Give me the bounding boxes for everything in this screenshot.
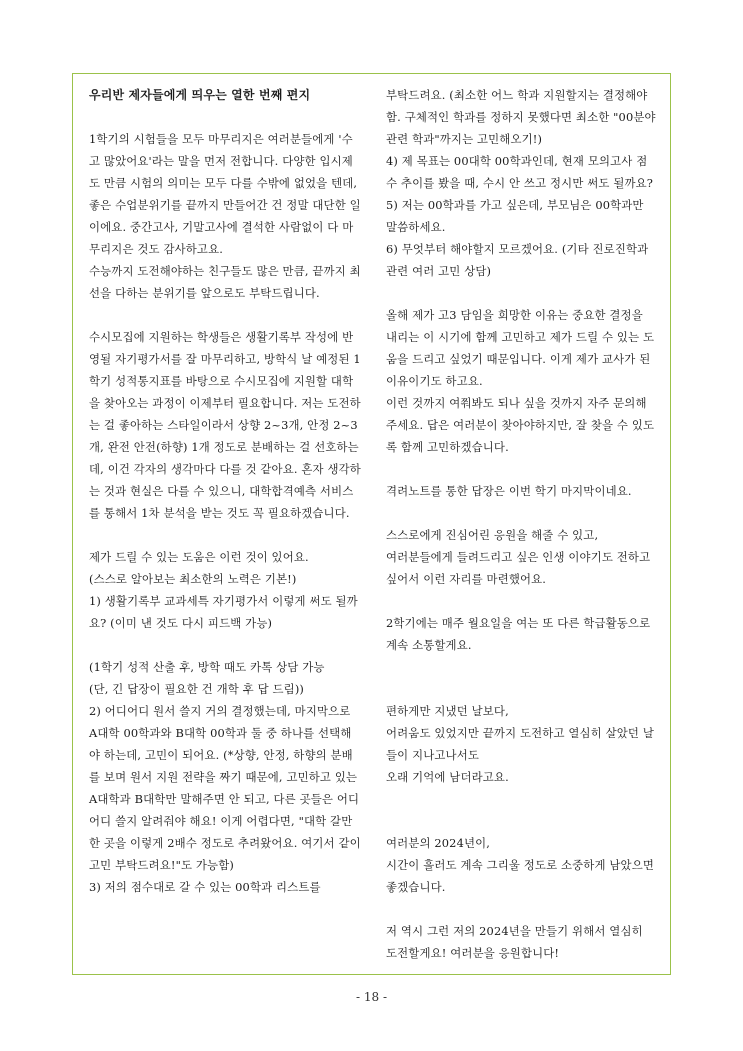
consult-note: (1학기 성적 산출 후, 방학 때도 카톡 상담 가능 xyxy=(89,660,325,674)
paragraph-reason: 올해 제가 고3 담임을 희망한 이유는 중요한 결정을 내리는 이 시기에 함께 고민하고 제가 드릴 수 있는 도움을 드리고 싶었기 때문입니다. 이게 제가 교사가 된 이유이기도 하고요. xyxy=(386,308,655,388)
help-note: (스스로 알아보는 최소한의 노력은 기본!) xyxy=(89,572,297,586)
help-item-2: 2) 어디어디 원서 쓸지 거의 결정했는데, 마지막으로 A대학 00학과와 B대학 00학과 둘 중 하나를 선택해야 하는데, 고민이 되어요. (*상향, 안정, 하향의 분배를 보며 원서 지원 전략을 짜기 때문에, 고민하고 있는 A대학과 B대학만 말해주면 안 되고, 다른 곳들은 어디어디 쓸지 알려줘야 해요! 이게 어렵다면, "대학 갈만한 곳을 이렇게 2배수 정도로 추려왔어요. 여기서 같이 고민 부탁드려요!"도 가능함) xyxy=(89,704,361,872)
paragraph-second-semester: 2학기에는 매주 월요일을 여는 또 다른 학급활동으로 계속 소통할게요. xyxy=(386,616,651,652)
help-item-1: 1) 생활기록부 교과세특 자기평가서 이렇게 써도 될까요? (이미 낸 것도 다시 피드백 가능) xyxy=(89,594,358,630)
paragraph-cheer-2: 여러분들에게 들려드리고 싶은 인생 이야기도 전하고 싶어서 이런 자리를 마련했어요. xyxy=(386,550,651,586)
closing-paragraph: 저 역시 그런 저의 2024년을 만들기 위해서 열심히 도전할게요! 여러분을 응원합니다! xyxy=(386,924,643,960)
help-item-5: 5) 저는 00학과를 가고 싶은데, 부모님은 00학과만 말씀하세요. xyxy=(386,198,644,234)
paragraph-last-note: 격려노트를 통한 답장은 이번 학기 마지막이네요. xyxy=(386,484,632,498)
left-column xyxy=(89,84,361,898)
help-item-4: 4) 제 목표는 00대학 00학과인데, 현재 모의고사 점수 추이를 봤을 때, 수시 안 쓰고 정시만 써도 될까요? xyxy=(386,154,654,190)
letter-title: 우리반 제자들에게 띄우는 열한 번째 편지 xyxy=(89,88,311,102)
consult-note-2: (단, 긴 답장이 필요한 건 개학 후 답 드림)) xyxy=(89,682,305,696)
paragraph-susi-guide: 수시모집에 지원하는 학생들은 생활기록부 작성에 반영될 자기평가서를 잘 마무리하고, 방학식 날 예정된 1학기 성적통지표를 바탕으로 수시모집에 지원할 대학을 찾아오는 과정이 이제부터 필요합니다. 저는 도전하는 걸 좋아하는 스타일이라서 상향 2~3개, 안정 2~3개, 완전 안전(하향) 1개 정도로 분배하는 걸 선호하는데, 이건 각자의 생각마다 다를 것 같아요. 혼자 생각하는 것과 현실은 다를 수 있으니, 대학합격예측 서비스를 통해서 1차 분석을 받는 것도 꼭 필요하겠습니다. xyxy=(89,330,361,520)
paragraph-cheer-1: 스스로에게 진심어린 응원을 해줄 수 있고, xyxy=(386,528,599,542)
help-item-3-start: 3) 저의 점수대로 갈 수 있는 00학과 리스트를 xyxy=(89,880,321,894)
reflection-line-2: 어려움도 있었지만 끝까지 도전하고 열심히 살았던 날들이 지나고나서도 xyxy=(386,726,654,762)
help-item-3-cont: 부탁드려요. (최소한 어느 학과 지원할지는 결정해야 함. 구체적인 학과를 정하지 못했다면 최소한 "00분야 관련 학과"까지는 고민해오기!) xyxy=(386,88,656,146)
reflection-line-3: 오래 기억에 남더라고요. xyxy=(386,770,509,784)
reflection-line-1: 편하게만 지냈던 날보다, xyxy=(386,704,509,718)
paragraph-suneung: 수능까지 도전해야하는 친구들도 많은 만큼, 끝까지 최선을 다하는 분위기를 앞으로도 부탁드립니다. xyxy=(89,264,361,300)
help-item-6: 6) 무엇부터 해야할지 모르겠어요. (기타 진로진학과 관련 여러 고민 상담) xyxy=(386,242,649,278)
page-number: - 18 - xyxy=(355,990,387,1004)
help-intro: 제가 드릴 수 있는 도움은 이런 것이 있어요. xyxy=(89,550,309,564)
paragraph-greeting: 1학기의 시험들을 모두 마무리지은 여러분들에게 '수고 많았어요'라는 말을 먼저 전합니다. 다양한 입시제도 만큼 시험의 의미는 모두 다를 수밖에 없었을 텐데, 좋은 수업분위기를 끝까지 만들어간 건 정말 대단한 일이에요. 중간고사, 기말고사에 결석한 사람없이 다 마무리지은 것도 감사하고요. xyxy=(89,132,361,256)
wish-line-1: 여러분의 2024년이, xyxy=(386,836,491,850)
right-column xyxy=(386,84,656,964)
wish-line-2: 시간이 흘러도 계속 그리울 정도로 소중하게 남았으면 좋겠습니다. xyxy=(386,858,654,894)
paragraph-ask-often: 이런 것까지 여쭤봐도 되나 싶을 것까지 자주 문의해주세요. 답은 여러분이 찾아야하지만, 잘 찾을 수 있도록 함께 고민하겠습니다. xyxy=(386,396,655,454)
